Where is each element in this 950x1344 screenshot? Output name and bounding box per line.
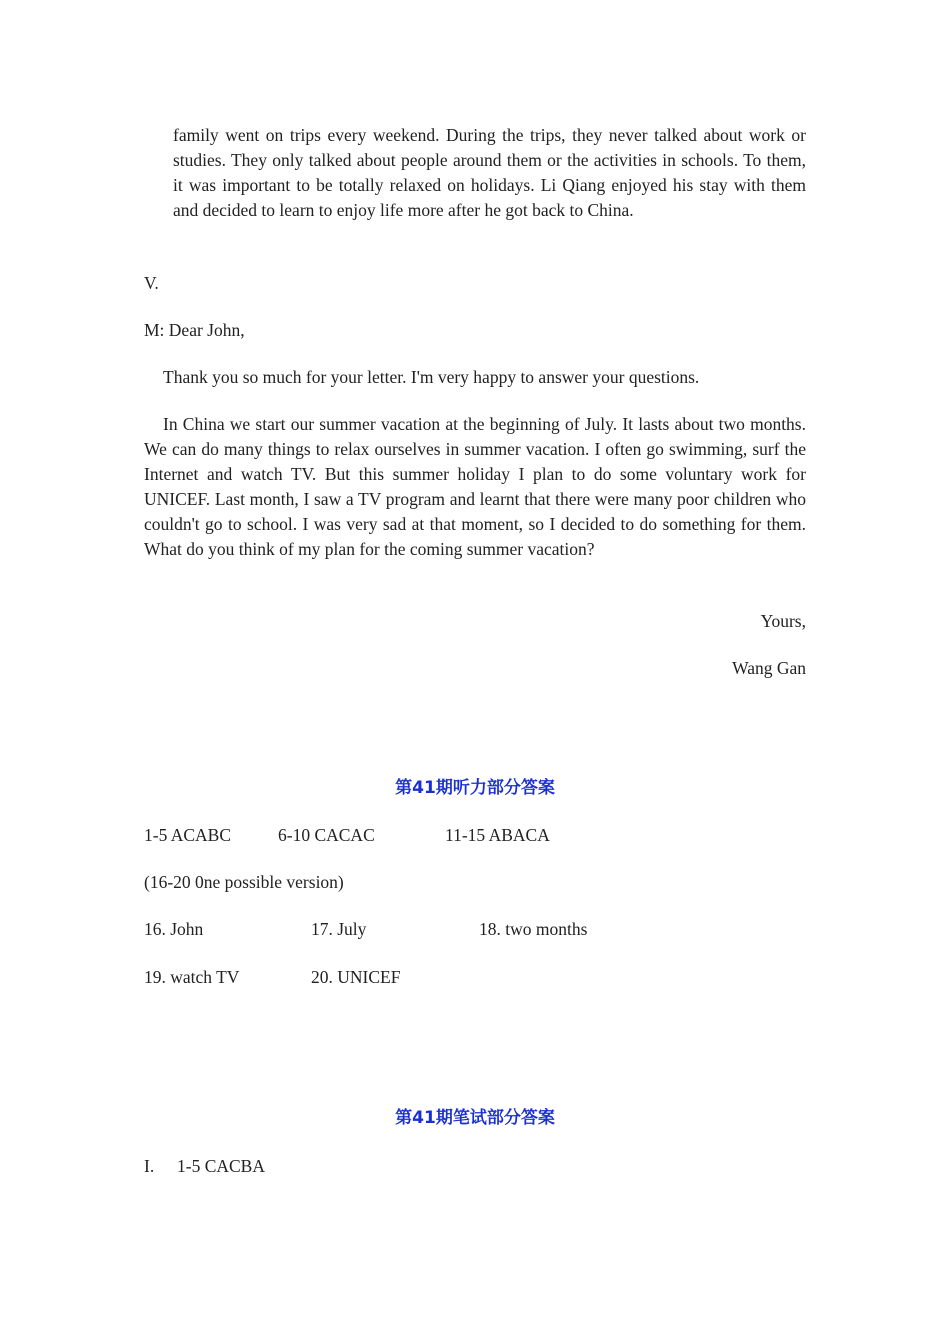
letter-signature: Wang Gan <box>732 658 806 678</box>
letter-paragraph-1: Thank you so much for your letter. I'm very happy to answer your questions. <box>163 367 700 387</box>
answer-cell: 6-10 CACAC <box>278 825 375 845</box>
passage-tail-paragraph: family went on trips every weekend. During the trips, they never talked about work or studies. They only talked about people around them or the activities in schools. To them, it was important to be totally relaxed on holidays. Li Qiang enjoyed his stay with them and decided to learn to enjoy life more after he got back to China. <box>173 125 806 220</box>
letter-salutation: M: Dear John, <box>144 320 245 340</box>
answer-cell: 11-15 ABACA <box>445 825 550 845</box>
letter-paragraph-2: In China we start our summer vacation at the beginning of July. It lasts about two months. We can do many things to relax ourselves in summer vacation. I often go swimming, surf the Internet and watch TV. But this summer holiday I plan to do some voluntary work for UNICEF. Last month, I saw a TV program and learnt that there were many poor children who couldn't go to school. I was very sad at that moment, so I decided to do something for them. What do you think of my plan for the coming summer vacation? <box>144 414 806 559</box>
answer-cell: 16. John <box>144 919 204 939</box>
answer-cell: 17. July <box>311 919 367 939</box>
written-answers-1-5: 1-5 CACBA <box>177 1156 265 1176</box>
possible-version-note: (16-20 0ne possible version) <box>144 872 344 892</box>
listening-answers-heading: 第41期听力部分答案 <box>395 778 555 798</box>
written-answers-heading: 第41期笔试部分答案 <box>395 1108 555 1128</box>
answer-cell: 18. two months <box>479 919 588 939</box>
section-v-label: V. <box>144 273 159 293</box>
answer-cell: 19. watch TV <box>144 967 240 987</box>
answer-cell: 1-5 ACABC <box>144 825 232 845</box>
answer-cell: 20. UNICEF <box>311 967 401 987</box>
written-section-label: I. <box>144 1156 155 1176</box>
letter-closing: Yours, <box>760 611 806 631</box>
